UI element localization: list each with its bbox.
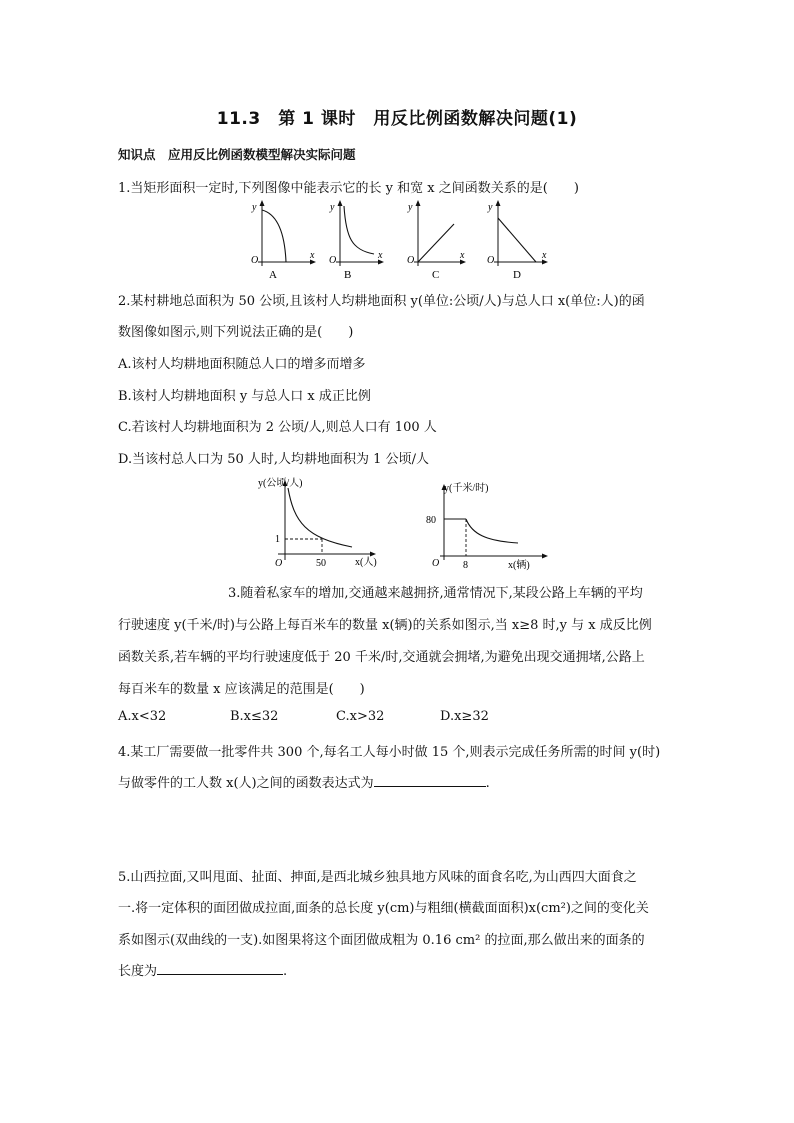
q3-y-axis-label: y(千米/时) [444, 483, 489, 494]
q5-period: . [283, 964, 288, 979]
q1-b-y-label: y [330, 202, 335, 213]
q1-c-x-label: x [460, 250, 465, 261]
q5-stem-line1: 5.山西拉面,又叫甩面、扯面、抻面,是西北城乡独具地方风味的面食名吃,为山西四大面食之 [118, 870, 637, 885]
q1-graph-b [322, 196, 388, 282]
q5-stem-line3: 系如图示(双曲线的一支).如图果将这个面团做成粗为 0.16 cm² 的拉面,那么做出来的面条的 [118, 933, 645, 948]
q2-option-a: A.该村人均耕地面积随总人口的增多而增多 [118, 357, 366, 372]
q1-stem: 1.当矩形面积一定时,下列图像中能表示它的长 y 和宽 x 之间函数关系的是( ) [118, 181, 579, 196]
q3-origin: O [432, 558, 440, 569]
q4-period: . [485, 776, 490, 791]
q5-stem-line2: 一.将一定体积的面团做成拉面,面条的总长度 y(cm)与粗细(横截面面积)x(cm²)之间的变化关 [118, 901, 649, 916]
q1-graph-c [400, 196, 470, 282]
q1-a-y-label: y [252, 202, 257, 213]
q4-answer-blank[interactable] [374, 772, 486, 787]
q1-b-x-label: x [378, 250, 383, 261]
q2-origin: O [275, 558, 283, 569]
q1-graph-d [480, 196, 554, 282]
q1-a-origin: O [251, 255, 259, 266]
q5-answer-blank[interactable] [157, 960, 283, 975]
q3-option-b: B.x≤32 [230, 709, 279, 724]
q3-x-axis-label: x(辆) [508, 560, 530, 571]
q1-a-caption: A [269, 269, 277, 281]
q3-option-a: A.x<32 [118, 709, 167, 724]
q1-d-x-label: x [542, 250, 547, 261]
q5-stem-text: 长度为 [118, 964, 158, 979]
q2-option-b: B.该村人均耕地面积 y 与总人口 x 成正比例 [118, 389, 371, 404]
section-heading: 知识点 应用反比例函数模型解决实际问题 [118, 147, 356, 162]
q1-b-caption: B [344, 269, 352, 281]
q4-stem-line2 [118, 772, 490, 791]
q3-option-c: C.x>32 [336, 709, 385, 724]
q2-x-axis-label: x(人) [355, 557, 377, 568]
q1-b-origin: O [329, 255, 337, 266]
page-title: 11.3 第 1 课时 用反比例函数解决问题(1) [216, 109, 578, 129]
q2-stem-line1: 2.某村耕地总面积为 50 公顷,且该村人均耕地面积 y(单位:公顷/人)与总人口 x(单位:人)的函 [118, 294, 645, 309]
q4-stem-text: 与做零件的工人数 x(人)之间的函数表达式为 [118, 776, 374, 791]
q1-a-x-label: x [310, 250, 315, 261]
q3-stem-line1: 3.随着私家车的增加,交通越来越拥挤,通常情况下,某段公路上车辆的平均 [228, 586, 643, 601]
q3-x-tick: 8 [463, 560, 468, 571]
q3-graph [420, 474, 570, 578]
q2-stem-line2: 数图像如图示,则下列说法正确的是( ) [118, 325, 354, 340]
q3-stem-line4: 每百米车的数量 x 应该满足的范围是( ) [118, 682, 365, 697]
q2-y-tick: 1 [275, 534, 280, 545]
q1-d-caption: D [513, 269, 521, 281]
q1-d-origin: O [487, 255, 495, 266]
q3-stem-line2: 行驶速度 y(千米/时)与公路上每百米车的数量 x(辆)的关系如图示,当 x≥8 时,y 与 x 成反比例 [118, 618, 652, 633]
q1-c-origin: O [407, 255, 415, 266]
q2-y-axis-label: y(公顷/人) [258, 478, 303, 489]
q1-c-caption: C [432, 269, 440, 281]
q4-stem-line1: 4.某工厂需要做一批零件共 300 个,每名工人每小时做 15 个,则表示完成任务所需的时间 y(时) [118, 745, 661, 760]
q3-option-d: D.x≥32 [440, 709, 489, 724]
q3-stem-line3: 函数关系,若车辆的平均行驶速度低于 20 千米/时,交通就会拥堵,为避免出现交通拥堵,公路上 [118, 650, 645, 665]
q1-c-y-label: y [408, 202, 413, 213]
q2-option-c: C.若该村人均耕地面积为 2 公顷/人,则总人口有 100 人 [118, 420, 437, 435]
q5-stem-line4 [118, 960, 287, 979]
q2-graph [254, 470, 394, 580]
q2-option-d: D.当该村总人口为 50 人时,人均耕地面积为 1 公顷/人 [118, 452, 429, 467]
q1-graph-a [244, 196, 320, 282]
q2-x-tick: 50 [316, 558, 326, 569]
q3-y-tick: 80 [426, 515, 436, 526]
q1-d-y-label: y [488, 202, 493, 213]
